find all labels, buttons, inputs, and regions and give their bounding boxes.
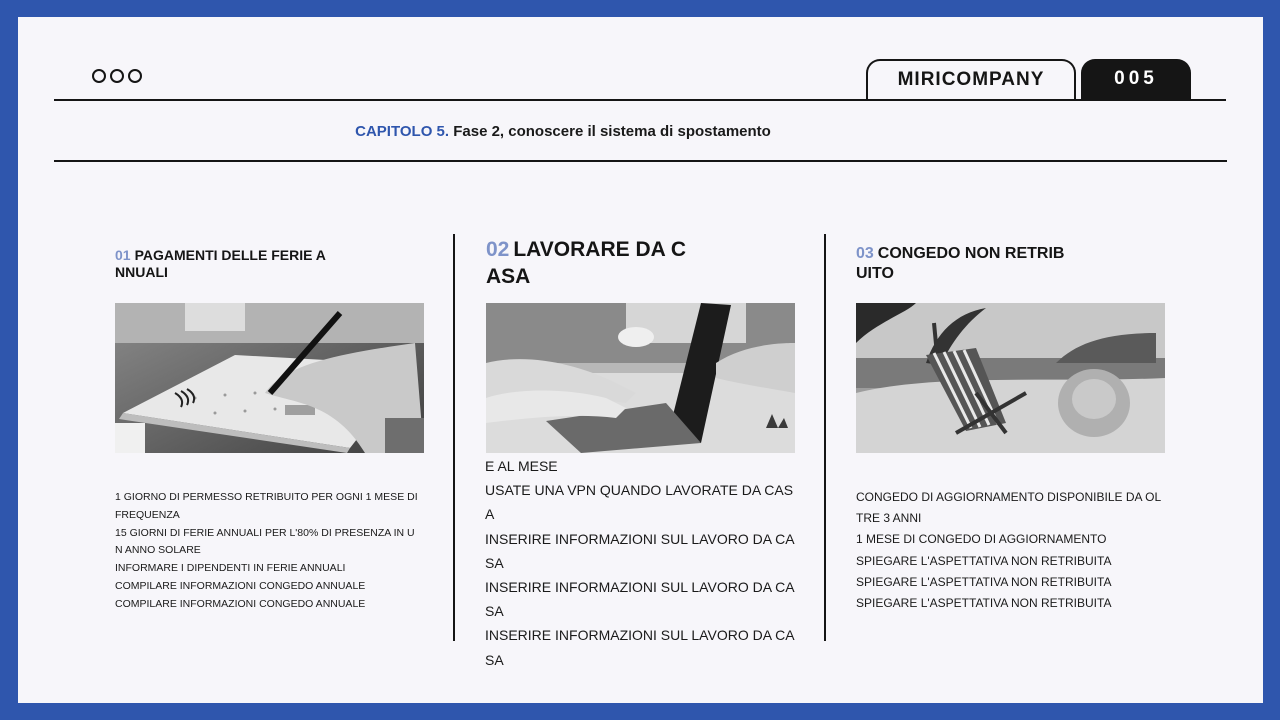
list-item: E AL MESE [485, 458, 558, 474]
column-2-heading: LAVORARE DA CASA [486, 238, 687, 288]
laptop-typing-photo [486, 303, 795, 453]
list-item: SPIEGARE L'ASPETTATIVA NON RETRIBUITA [856, 596, 1112, 611]
list-item: COMPILARE INFORMAZIONI CONGEDO ANNUALE [115, 579, 366, 592]
column-2-list [485, 454, 797, 672]
column-3-heading: CONGEDO NON RETRIBUITO [856, 245, 1065, 282]
slide [18, 17, 1263, 703]
column-1-title [115, 247, 333, 281]
beach-chair-photo [856, 303, 1165, 453]
column-2-title [486, 236, 700, 290]
dot-icon [110, 69, 124, 83]
list-item: USATE UNA VPN QUANDO LAVORATE DA CASA [485, 482, 794, 523]
header-divider [54, 99, 1226, 101]
chapter-title: Fase 2, conoscere il sistema di spostamento [453, 123, 771, 140]
list-item: CONGEDO DI AGGIORNAMENTO DISPONIBILE DA OLTRE 3 ANNI [856, 490, 1162, 526]
window-dots-icon [92, 69, 142, 83]
list-item: SPIEGARE L'ASPETTATIVA NON RETRIBUITA [856, 574, 1112, 589]
list-item: INSERIRE INFORMAZIONI SUL LAVORO DA CASA [485, 579, 795, 620]
page-number-tab: 005 [1081, 59, 1191, 99]
dot-icon [128, 69, 142, 83]
chapter-prefix: CAPITOLO 5. [355, 123, 450, 140]
column-3-list [856, 487, 1166, 614]
company-tab: MIRICOMPANY [866, 59, 1076, 99]
list-item: COMPILARE INFORMAZIONI CONGEDO ANNUALE [115, 597, 366, 610]
notebook-writing-photo [115, 303, 424, 453]
list-item: 1 MESE DI CONGEDO DI AGGIORNAMENTO [856, 532, 1107, 547]
column-3-number: 03 [856, 245, 874, 262]
list-item: INSERIRE INFORMAZIONI SUL LAVORO DA CASA [485, 530, 795, 571]
chapter-heading [18, 123, 1108, 140]
list-item: 15 GIORNI DI FERIE ANNUALI PER L'80% DI PRESENZA IN UN ANNO SOLARE [115, 526, 415, 557]
column-2-number: 02 [486, 238, 510, 261]
dot-icon [92, 69, 106, 83]
list-item: SPIEGARE L'ASPETTATIVA NON RETRIBUITA [856, 553, 1112, 568]
column-3-title [856, 244, 1072, 284]
chapter-divider [54, 160, 1227, 162]
list-item: 1 GIORNO DI PERMESSO RETRIBUITO PER OGNI 1 MESE DI FREQUENZA [115, 491, 418, 521]
column-divider [453, 234, 455, 641]
column-1-heading: PAGAMENTI DELLE FERIE ANNUALI [115, 247, 326, 280]
column-divider [824, 234, 826, 641]
list-item: INSERIRE INFORMAZIONI SUL LAVORO DA CASA [485, 627, 795, 668]
column-1-list [115, 489, 420, 614]
list-item: INFORMARE I DIPENDENTI IN FERIE ANNUALI [115, 562, 346, 575]
column-1-number: 01 [115, 247, 131, 263]
